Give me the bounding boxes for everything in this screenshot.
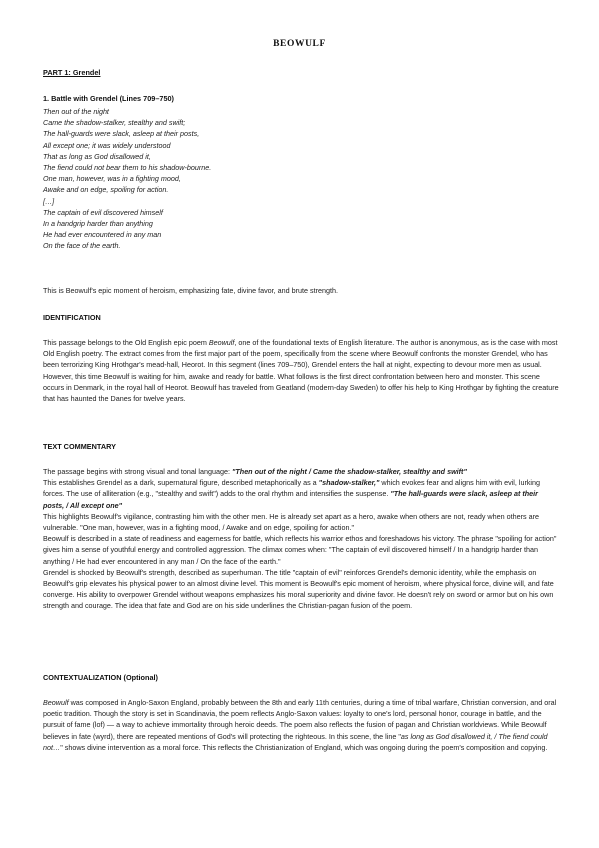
commentary-heading: TEXT COMMENTARY: [43, 442, 116, 451]
poem-line: On the face of the earth.: [43, 241, 121, 251]
commentary-paragraph: This highlights Beowulf's vigilance, contrasting him with the other men. He is already set apart as a hero, awake when others are not, ready when others are vulnerable. "One man, however, was in a fighting mood, / Awake and on edge, spoiling for action.": [43, 511, 539, 533]
commentary-text: The passage begins with strong visual and tonal language:: [43, 467, 232, 476]
commentary-paragraph: Grendel is shocked by Beowulf's strength, described as superhuman. The title "captain of evil" reinforces Grendel's demonic identity, while the emphasis on Beowulf's grip elevates his physical power to an almost divine level. This moment is Beowulf's epic moment of heroism, where physical force, divine will, and fate converge. His ability to overpower Grendel without weapons emphasizes his moral superiority and divine favor. He doesn't rely on sword or armor but on his own strength and courage. The idea that fate and God are on his side underlines the Christian-pagan fusion of the poem.: [43, 567, 554, 611]
poem-line: […]: [43, 196, 55, 206]
poem-summary: This is Beowulf's epic moment of heroism, emphasizing fate, divine favor, and brute strength.: [43, 286, 339, 295]
poem-line: That as long as God disallowed it,: [43, 151, 151, 161]
context-quote: as long as God disallowed it, / The fiend could not…: [43, 731, 548, 752]
poem-line: In a handgrip harder than anything: [43, 218, 153, 228]
identification-heading: IDENTIFICATION: [43, 313, 101, 322]
identification-paragraph: [43, 337, 559, 404]
poem-line: One man, however, was in a fighting mood,: [43, 174, 181, 184]
poem-line: All except one; it was widely understood: [43, 140, 171, 150]
context-text-b: " shows divine intervention as a moral force. This reflects the Christianization of England, which was ongoing during the poem's composition and copying.: [60, 742, 548, 752]
poem-line: Then out of the night: [43, 107, 109, 116]
commentary-quote: "shadow-stalker,": [318, 478, 380, 488]
work-title: Beowulf: [208, 338, 235, 347]
part-heading: PART 1: Grendel: [43, 68, 101, 77]
poem-line: The hall-guards were slack, asleep at their posts,: [43, 129, 200, 139]
commentary-paragraph: [43, 466, 559, 477]
section-heading-battle: 1. Battle with Grendel (Lines 709–750): [43, 94, 174, 103]
poem-line: Awake and on edge, spoiling for action.: [43, 185, 169, 195]
commentary-text: This establishes Grendel as a dark, supernatural figure, described metaphorically as a: [43, 478, 319, 488]
commentary-quote: "Then out of the night / Came the shadow-stalker, stealthy and swift": [232, 467, 467, 476]
context-heading: CONTEXTUALIZATION (Optional): [43, 673, 158, 682]
poem-line: The fiend could not bear them to his shadow-bourne.: [43, 162, 212, 172]
identification-text-b: , one of the foundational texts of English literature. The author is anonymous, as is the case with most Old English poetry. The extract comes from the first major part of the poem, specifically from the scene where Beowulf confronts the monster Grendel, who has been terrorizing King Hrothgar's mead-hall, Heorot. In this segment (lines 709–750), Grendel enters the hall at night, expecting to devour more men as usual. However, this time Beowulf is waiting for him, awake and ready for battle. What follows is the first direct confrontation between hero and monster. This scene occurs in Denmark, in the royal hall of Heorot. Beowulf has traveled from Geatland (modern-day Sweden) to offer his help to King Hrothgar by fighting the creature that has haunted the Danes for twelve years.: [43, 338, 559, 404]
poem-line: He had ever encountered in any man: [43, 230, 162, 240]
context-text-a: was composed in Anglo-Saxon England, probably between the 8th and early 11th centuries, during a time of tribal warfare, Christian conversion, and oral poetic tradition. Though the story is set in Scandinavia, the poem reflects Anglo-Saxon values: loyalty to one's lord, personal honor, courage in battle, and the pursuit of fame (lof) — a way to achieve immortality through heroic deeds. The poem also reflects the fusion of pagan and Christian worldviews. While Beowulf believes in fate (wyrd), there are repeated mentions of God's will protecting the righteous. In this scene, the line ": [43, 698, 557, 741]
work-title: Beowulf: [43, 698, 69, 707]
poem-line: The captain of evil discovered himself: [43, 207, 163, 217]
commentary-quote: "The hall-guards were slack, asleep at their posts, / All except one": [43, 489, 538, 510]
poem-line: Came the shadow-stalker, stealthy and swift;: [43, 118, 186, 128]
commentary-paragraph: [43, 477, 559, 511]
commentary-paragraph: Beowulf is described in a state of readiness and eagerness for battle, which reflects his warrior ethos and foreshadows his victory. The phrase "spoiling for action" gives him a sense of youthful energy and controlled aggression. The climax comes when: "The captain of evil discovered himself / In a handgrip harder than anything / He had ever encountered in any man / On the face of the earth.": [43, 534, 557, 566]
commentary-body: [43, 466, 559, 612]
identification-text-a: This passage belongs to the Old English epic poem: [43, 338, 209, 347]
document-title: BEOWULF: [273, 39, 326, 49]
commentary-text: which evokes fear and aligns him with evil, lurking forces. The use of alliteration (e.g., "stealthy and swift") adds to the oral rhythm and intensifies the suspense.: [43, 478, 541, 499]
context-paragraph: [43, 697, 559, 753]
poem-excerpt: [43, 106, 559, 251]
